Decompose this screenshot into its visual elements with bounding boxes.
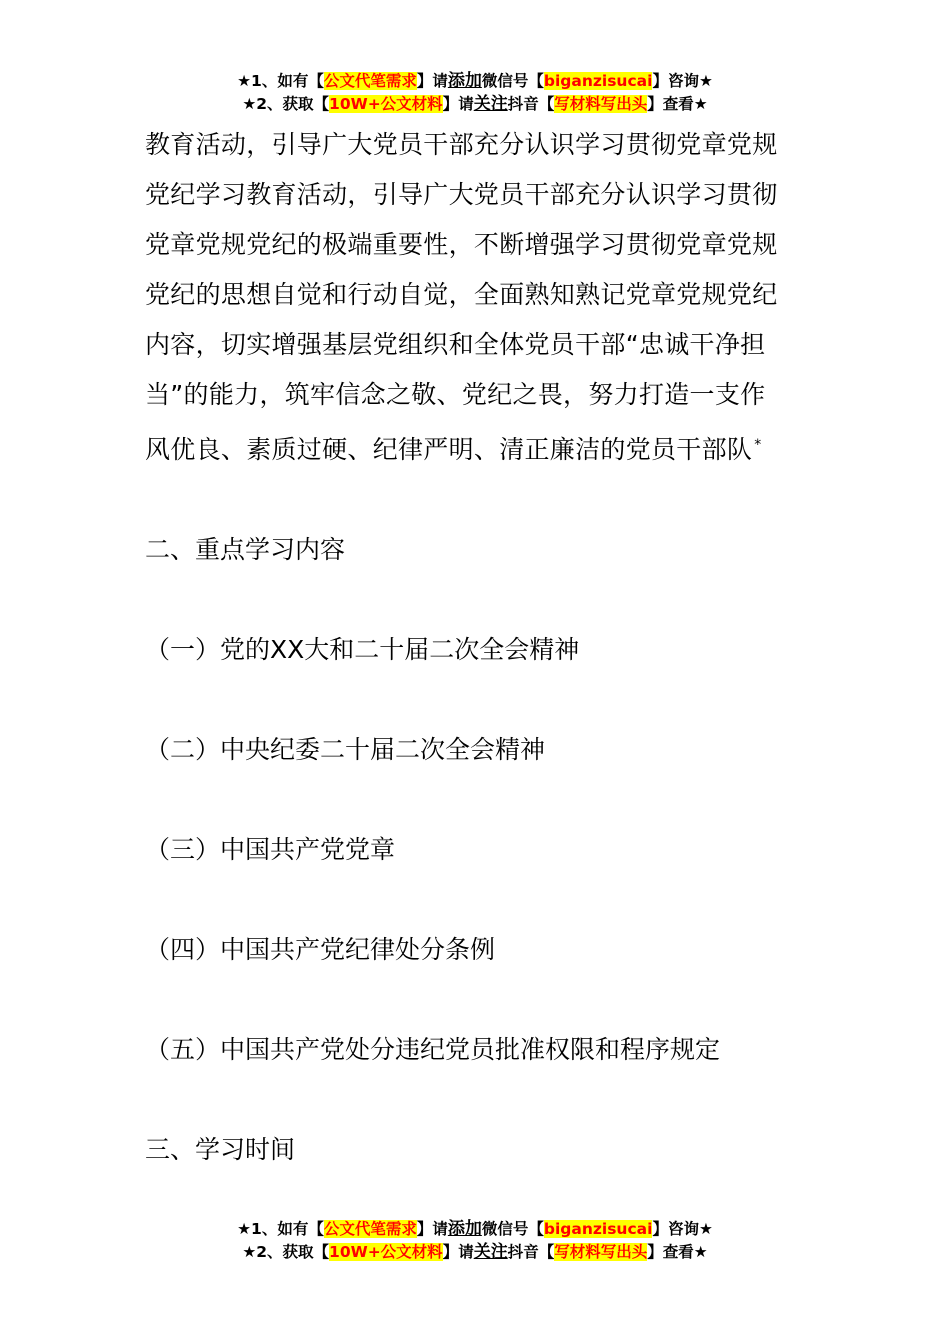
banner-line-1	[0, 1218, 950, 1241]
banner-text: 抖音【	[507, 1243, 555, 1261]
banner-line-2	[0, 93, 950, 116]
footer-banner	[0, 1218, 950, 1264]
paragraph-line: 党纪学习教育活动，引导广大党员干部充分认识学习贯彻	[145, 180, 778, 209]
banner-text: ★2、获取【	[242, 1243, 330, 1261]
banner-emphasis: 添加	[447, 71, 482, 91]
banner-text: 微信号【	[481, 1220, 544, 1238]
banner-text: 】查看★	[647, 1243, 708, 1261]
section-heading-key-content: 二、重点学习内容	[145, 535, 346, 564]
banner-text: 】请	[442, 95, 474, 113]
banner-highlight-wechat-id: biganzisucai	[543, 72, 653, 90]
paragraph-line: 当”的能力，筑牢信念之敬、党纪之畏，努力打造一支作	[145, 380, 766, 409]
banner-highlight-wechat-id: biganzisucai	[543, 1220, 653, 1238]
document-body	[145, 120, 825, 1175]
banner-highlight-service: 公文代笔需求	[323, 72, 417, 90]
paragraph-line: 内容，切实增强基层党组织和全体党员干部“忠诚干净担	[145, 330, 766, 359]
footnote-mark: *	[754, 437, 762, 453]
list-item: （二）中央纪委二十届二次全会精神	[145, 735, 546, 764]
paragraph-line: 党章党规党纪的极端重要性，不断增强学习贯彻党章党规	[145, 230, 778, 259]
banner-highlight-douyin-id: 写材料写出头	[554, 95, 648, 113]
banner-text: 】请	[442, 1243, 474, 1261]
list-item: （三）中国共产党党章	[145, 835, 396, 864]
banner-line-1	[0, 70, 950, 93]
banner-highlight-douyin-id: 写材料写出头	[554, 1243, 648, 1261]
section-heading-study-time: 三、学习时间	[145, 1135, 296, 1164]
paragraph-line: 教育活动，引导广大党员干部充分认识学习贯彻党章党规	[145, 130, 778, 159]
banner-text: 】请	[416, 72, 448, 90]
banner-text: 微信号【	[481, 72, 544, 90]
intro-paragraph	[145, 120, 825, 475]
paragraph-line-text: 风优良、素质过硬、纪律严明、清正廉洁的党员干部队	[145, 435, 753, 464]
banner-text: 】咨询★	[652, 72, 713, 90]
banner-highlight-service: 公文代笔需求	[323, 1220, 417, 1238]
banner-line-2	[0, 1241, 950, 1264]
banner-highlight-materials: 10W+公文材料	[329, 1243, 443, 1261]
header-banner	[0, 70, 950, 116]
banner-text: ★2、获取【	[242, 95, 330, 113]
paragraph-line: 党纪的思想自觉和行动自觉，全面熟知熟记党章党规党纪	[145, 280, 778, 309]
banner-emphasis: 添加	[447, 1219, 482, 1239]
list-item: （四）中国共产党纪律处分条例	[145, 935, 496, 964]
paragraph-line-last	[145, 420, 825, 475]
list-item: （五）中国共产党处分违纪党员批准权限和程序规定	[145, 1035, 721, 1064]
banner-text: 】咨询★	[652, 1220, 713, 1238]
list-item: （一）党的XX大和二十届二次全会精神	[145, 635, 580, 664]
banner-emphasis: 关注	[473, 1242, 508, 1262]
banner-text: ★1、如有【	[237, 1220, 324, 1238]
banner-highlight-materials: 10W+公文材料	[329, 95, 443, 113]
banner-text: ★1、如有【	[237, 72, 324, 90]
banner-emphasis: 关注	[473, 94, 508, 114]
banner-text: 】查看★	[647, 95, 708, 113]
banner-text: 抖音【	[507, 95, 555, 113]
banner-text: 】请	[416, 1220, 448, 1238]
